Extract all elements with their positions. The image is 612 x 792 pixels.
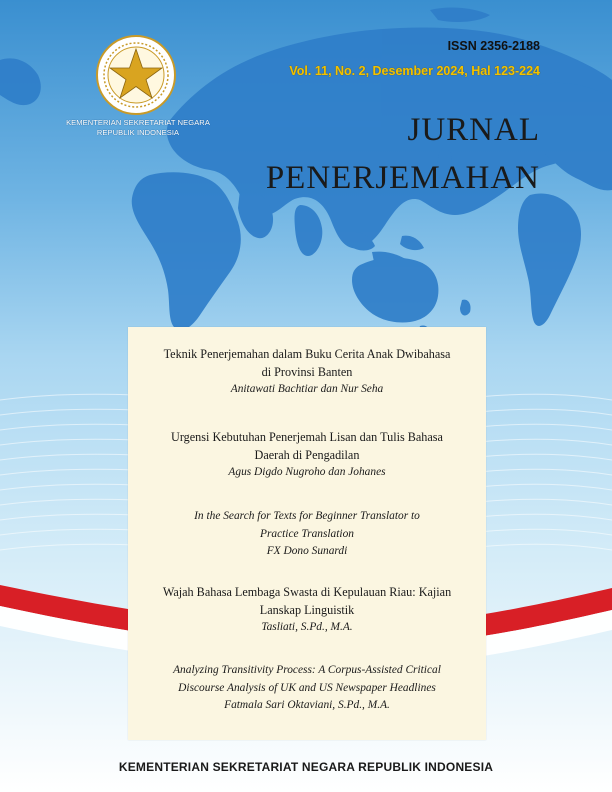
article-title-line: di Provinsi Banten [261,365,353,379]
article-entry-1 [128,345,486,398]
publisher-name-line1: KEMENTERIAN SEKRETARIAT NEGARA [66,118,210,127]
journal-title-line1: JURNAL [407,112,540,148]
publisher-name-top [48,118,228,138]
issn-number: ISSN 2356-2188 [447,39,540,53]
table-of-contents-box [128,327,486,740]
volume-line: Vol. 11, No. 2, Desember 2024, Hal 123-224 [289,64,540,78]
journal-title-line2: PENERJEMAHAN [265,160,540,196]
article-title-line: Practice Translation [260,528,354,540]
publisher-name-footer: KEMENTERIAN SEKRETARIAT NEGARA REPUBLIK INDONESIA [118,760,494,774]
article-authors: FX Dono Sunardi [266,545,348,557]
article-entry-4 [128,583,486,636]
article-authors: Fatmala Sari Oktaviani, S.Pd., M.A. [224,699,390,711]
article-title-line: In the Search for Texts for Beginner Translator to [194,510,420,522]
article-title-line: Teknik Penerjemahan dalam Buku Cerita Anak Dwibahasa [163,347,451,361]
article-title-line: Urgensi Kebutuhan Penerjemah Lisan dan Tulis Bahasa [171,430,443,444]
article-entry-3 [128,507,486,560]
article-title-line: Discourse Analysis of UK and US Newspaper Headlines [178,682,436,694]
article-title-line: Lanskap Linguistik [259,603,355,617]
article-authors: Tasliati, S.Pd., M.A. [261,621,353,633]
article-title-line: Analyzing Transitivity Process: A Corpus-Assisted Critical [173,664,441,676]
article-entry-2 [128,428,486,481]
article-entry-5 [128,661,486,714]
article-title-line: Wajah Bahasa Lembaga Swasta di Kepulauan Riau: Kajian [162,585,452,599]
publisher-name-line2: REPUBLIK INDONESIA [96,128,180,137]
article-title-line: Daerah di Pengadilan [254,448,360,462]
article-authors: Agus Digdo Nugroho dan Johanes [228,466,386,478]
article-authors: Anitawati Bachtiar dan Nur Seha [230,383,384,395]
star-emblem-icon [95,34,177,116]
